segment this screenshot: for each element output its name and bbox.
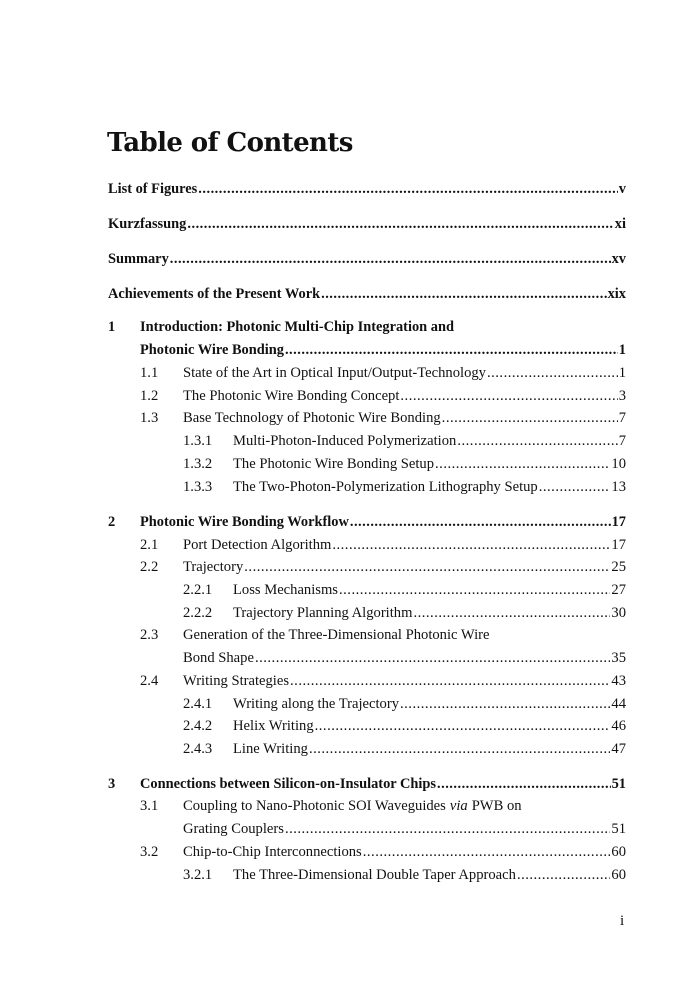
dot-leader [244, 558, 610, 576]
toc-entry-title: Photonic Wire Bonding Workflow [140, 514, 349, 530]
toc-entry-page: 7 [618, 433, 626, 449]
dot-leader [442, 409, 618, 427]
toc-entry-number: 3.1 [140, 798, 159, 814]
dot-leader [332, 536, 610, 554]
toc-entry-number: 2.2 [140, 559, 159, 575]
toc-entry-title-line1[interactable] [140, 318, 454, 336]
toc-entry[interactable] [108, 180, 626, 198]
dot-leader [400, 695, 610, 713]
toc-entry[interactable] [233, 740, 626, 758]
title-text: Generation of the Three-Dimensional Photonic Wire [183, 627, 490, 643]
toc-entry-title: Multi-Photon-Induced Polymerization [233, 433, 457, 449]
toc-entry[interactable] [140, 513, 626, 531]
toc-entry[interactable] [233, 581, 626, 599]
toc-entry-page: 35 [611, 650, 626, 666]
dot-leader [350, 513, 611, 531]
dot-leader [517, 866, 610, 884]
toc-entry-title-line1[interactable] [183, 626, 489, 644]
toc-entry-page: 30 [611, 605, 626, 621]
title-italic: via [449, 798, 468, 814]
toc-entry-number: 2.2.2 [183, 605, 213, 621]
toc-entry-page: 7 [618, 410, 626, 426]
toc-entry-number: 2 [108, 514, 116, 530]
toc-entry-page: 46 [611, 718, 626, 734]
dot-leader [285, 820, 610, 838]
toc-entry-title: Photonic Wire Bonding [140, 342, 284, 358]
toc-entry-page: v [618, 181, 626, 197]
toc-entry-number: 3.2 [140, 844, 159, 860]
dot-leader [457, 432, 617, 450]
dot-leader [187, 215, 613, 233]
toc-entry-title: The Photonic Wire Bonding Setup [233, 456, 435, 472]
toc-entry-number: 1.3.3 [183, 479, 213, 495]
toc-entry[interactable] [183, 649, 626, 667]
toc-entry-title: List of Figures [108, 181, 198, 197]
toc-entry-title: Trajectory Planning Algorithm [233, 605, 413, 621]
dot-leader [285, 341, 618, 359]
toc-entry-page: 60 [611, 867, 626, 883]
toc-entry-number: 2.4.1 [183, 696, 213, 712]
toc-entry[interactable] [183, 843, 626, 861]
toc-entry-page: 25 [611, 559, 626, 575]
dot-leader [437, 775, 611, 793]
toc-entry-number: 3 [108, 776, 116, 792]
toc-entry-title: State of the Art in Optical Input/Output-Technology [183, 365, 486, 381]
toc-entry-page: xv [611, 251, 626, 267]
toc-entry-page: 1 [618, 342, 626, 358]
toc-entry[interactable] [140, 341, 626, 359]
toc-entry-title: Port Detection Algorithm [183, 537, 332, 553]
toc-entry-title: Kurzfassung [108, 216, 187, 232]
toc-entry-title: Chip-to-Chip Interconnections [183, 844, 362, 860]
dot-leader [315, 717, 611, 735]
toc-entry[interactable] [108, 215, 626, 233]
toc-entry[interactable] [233, 455, 626, 473]
toc-entry-page: 10 [611, 456, 626, 472]
toc-entry[interactable] [183, 387, 626, 405]
toc-entry-number: 1.1 [140, 365, 159, 381]
toc-entry-number: 2.3 [140, 627, 159, 643]
toc-entry-page: 17 [611, 514, 626, 530]
toc-entry-number: 2.2.1 [183, 582, 213, 598]
toc-entry-page: 43 [611, 673, 626, 689]
toc-entry-title: Writing Strategies [183, 673, 290, 689]
toc-entry[interactable] [108, 250, 626, 268]
toc-entry[interactable] [108, 285, 626, 303]
title-text: Introduction: Photonic Multi-Chip Integration and [140, 319, 454, 335]
toc-entry-number: 1.3 [140, 410, 159, 426]
title-text: Coupling to Nano-Photonic SOI Waveguides [183, 798, 446, 814]
toc-entry-number: 1.3.2 [183, 456, 213, 472]
toc-entry-page: 51 [611, 776, 626, 792]
toc-entry[interactable] [233, 866, 626, 884]
dot-leader [435, 455, 610, 473]
toc-entry-title: The Photonic Wire Bonding Concept [183, 388, 400, 404]
dot-leader [290, 672, 610, 690]
toc-entry-page: 27 [611, 582, 626, 598]
toc-entry[interactable] [233, 478, 626, 496]
toc-entry-page: 1 [618, 365, 626, 381]
toc-entry-title: Loss Mechanisms [233, 582, 338, 598]
toc-entry-page: xix [607, 286, 626, 302]
toc-entry-title: Summary [108, 251, 169, 267]
toc-entry-number: 3.2.1 [183, 867, 213, 883]
dot-leader [255, 649, 610, 667]
page-title: Table of Contents [107, 128, 353, 158]
toc-entry-number: 1.2 [140, 388, 159, 404]
toc-entry[interactable] [140, 775, 626, 793]
toc-entry[interactable] [233, 717, 626, 735]
toc-entry[interactable] [233, 695, 626, 713]
toc-entry-page: 17 [611, 537, 626, 553]
title-text-end: PWB on [471, 798, 522, 814]
toc-entry[interactable] [233, 604, 626, 622]
toc-entry-page: xi [614, 216, 626, 232]
toc-entry-number: 1.3.1 [183, 433, 213, 449]
dot-leader [413, 604, 610, 622]
toc-entry[interactable] [183, 364, 626, 382]
toc-entry[interactable] [183, 536, 626, 554]
dot-leader [170, 250, 611, 268]
toc-entry[interactable] [183, 409, 626, 427]
dot-leader [400, 387, 617, 405]
dot-leader [487, 364, 618, 382]
toc-entry-title: The Three-Dimensional Double Taper Approach [233, 867, 516, 883]
toc-entry-number: 1 [108, 319, 116, 335]
toc-entry-title: The Two-Photon-Polymerization Lithography Setup [233, 479, 538, 495]
toc-entry-title: Helix Writing [233, 718, 314, 734]
toc-entry-page: 3 [618, 388, 626, 404]
toc-entry-title: Connections between Silicon-on-Insulator Chips [140, 776, 436, 792]
toc-entry-title: Base Technology of Photonic Wire Bonding [183, 410, 441, 426]
toc-entry-title: Line Writing [233, 741, 308, 757]
toc-entry-page: 44 [611, 696, 626, 712]
toc-entry-title: Bond Shape [183, 650, 254, 666]
toc-entry-number: 2.4.2 [183, 718, 213, 734]
toc-entry[interactable] [183, 558, 626, 576]
dot-leader [539, 478, 611, 496]
dot-leader [321, 285, 607, 303]
dot-leader [198, 180, 618, 198]
toc-entry-number: 2.4.3 [183, 741, 213, 757]
toc-entry-page: 51 [611, 821, 626, 837]
page-number: i [620, 913, 625, 929]
toc-entry[interactable] [183, 672, 626, 690]
toc-entry[interactable] [183, 820, 626, 838]
toc-entry-title: Grating Couplers [183, 821, 284, 837]
toc-entry-title-line1[interactable] [183, 797, 522, 815]
toc-entry-title: Trajectory [183, 559, 244, 575]
toc-entry-number: 2.4 [140, 673, 159, 689]
toc-entry-title: Writing along the Trajectory [233, 696, 399, 712]
toc-entry-number: 2.1 [140, 537, 159, 553]
toc-entry[interactable] [233, 432, 626, 450]
toc-entry-page: 47 [611, 741, 626, 757]
dot-leader [309, 740, 610, 758]
toc-entry-page: 60 [611, 844, 626, 860]
toc-entry-title: Achievements of the Present Work [108, 286, 321, 302]
toc-entry-page: 13 [611, 479, 626, 495]
dot-leader [363, 843, 611, 861]
dot-leader [339, 581, 610, 599]
